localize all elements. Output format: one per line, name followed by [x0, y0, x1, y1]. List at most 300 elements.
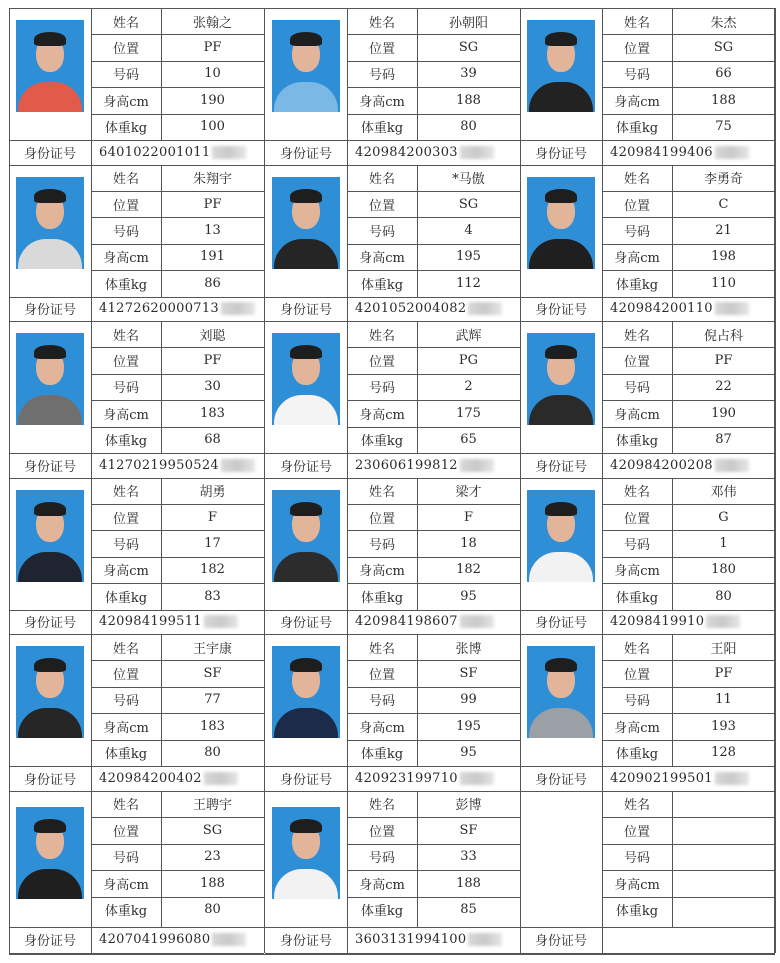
weight-field-label: 体重kg: [615, 904, 659, 920]
player-photo: [272, 20, 340, 112]
name-field-label: 姓名: [368, 485, 395, 501]
weight-field-label: 体重kg: [104, 434, 148, 450]
grid-line-horizontal: [91, 374, 264, 375]
grid-line-horizontal: [91, 114, 264, 115]
grid-line-horizontal: [602, 61, 775, 62]
name-field-label: 姓名: [623, 641, 650, 657]
id-number-value: [602, 610, 775, 635]
grid-line-horizontal: [347, 427, 520, 428]
grid-line-vertical: [672, 634, 673, 766]
id-number-label: 身份证号: [534, 459, 587, 475]
photo-cell: [265, 321, 347, 453]
grid-line-vertical: [775, 321, 776, 478]
height-field-value: 193: [711, 718, 736, 734]
grid-line-horizontal: [91, 740, 264, 741]
player-card: [9, 478, 264, 634]
grid-line-horizontal: [9, 297, 264, 298]
id-number-text: 3603131994100: [355, 932, 467, 947]
position-field-value: F: [463, 509, 474, 525]
id-number-text: 420984199511: [99, 614, 202, 630]
id-number-value: [602, 927, 775, 953]
weight-field-value: 87: [715, 432, 732, 448]
position-field-label: 位置: [368, 668, 395, 684]
redaction-mask: [460, 772, 494, 785]
weight-field-value: 68: [204, 432, 221, 448]
grid-line-vertical: [672, 165, 673, 297]
grid-line-vertical: [161, 791, 162, 927]
height-field-value: 190: [711, 405, 736, 421]
grid-line-vertical: [775, 8, 776, 165]
grid-line-horizontal: [347, 687, 520, 688]
number-field-label: 号码: [368, 68, 395, 84]
player-card: [9, 791, 264, 953]
id-number-text: 41270219950524: [99, 457, 219, 473]
number-field-value: [672, 844, 775, 871]
grid-line-horizontal: [602, 270, 775, 271]
redaction-mask: [204, 772, 238, 785]
position-field-label: 位置: [112, 668, 139, 684]
id-number-value: [347, 140, 520, 165]
player-photo: [16, 646, 84, 738]
grid-line-vertical: [775, 634, 776, 791]
height-field-value: 183: [200, 405, 225, 421]
grid-line-horizontal: [602, 530, 775, 531]
grid-line-horizontal: [91, 504, 264, 505]
grid-line-horizontal: [602, 34, 775, 35]
name-field-label: 姓名: [623, 172, 650, 188]
number-field-label: 号码: [112, 224, 139, 240]
weight-field-value: 80: [204, 902, 221, 918]
weight-field-label: 体重kg: [104, 747, 148, 763]
grid-line-horizontal: [265, 953, 520, 954]
number-field-label: 号码: [623, 68, 650, 84]
height-field-value: 180: [711, 562, 736, 578]
id-number-label: 身份证号: [23, 616, 76, 632]
grid-line-horizontal: [347, 557, 520, 558]
grid-line-horizontal: [602, 191, 775, 192]
height-field-value: 182: [456, 562, 481, 578]
grid-line-vertical: [417, 321, 418, 453]
grid-line-horizontal: [91, 244, 264, 245]
photo-cell: [9, 478, 91, 610]
grid-line-horizontal: [520, 610, 775, 611]
id-number-text: 6401022001011: [99, 144, 211, 160]
weight-field-label: 体重kg: [360, 434, 404, 450]
number-field-value: 99: [460, 692, 477, 708]
grid-line-horizontal: [91, 897, 264, 898]
number-field-label: 号码: [623, 381, 650, 397]
grid-line-horizontal: [91, 660, 264, 661]
grid-line-horizontal: [347, 870, 520, 871]
grid-line-vertical: [91, 791, 92, 953]
grid-line-horizontal: [9, 927, 264, 928]
position-field-label: 位置: [368, 42, 395, 58]
weight-field-value: [672, 897, 775, 924]
number-field-label: 号码: [623, 537, 650, 553]
height-field-value: 175: [456, 405, 481, 421]
grid-line-horizontal: [91, 34, 264, 35]
grid-line-vertical: [775, 478, 776, 635]
name-field-label: 姓名: [112, 172, 139, 188]
grid-line-horizontal: [347, 897, 520, 898]
height-field-value: 195: [456, 249, 481, 265]
number-field-label: 号码: [368, 851, 395, 867]
height-field-label: 身高cm: [614, 720, 660, 736]
id-number-label: 身份证号: [534, 303, 587, 319]
id-number-label: 身份证号: [534, 772, 587, 788]
name-field-label: 姓名: [112, 798, 139, 814]
id-number-value: [91, 140, 264, 165]
photo-cell: [9, 634, 91, 766]
name-field-value: 胡勇: [199, 485, 226, 501]
weight-field-value: 80: [204, 745, 221, 761]
grid-line-horizontal: [602, 427, 775, 428]
grid-line-horizontal: [347, 114, 520, 115]
grid-line-horizontal: [520, 297, 775, 298]
position-field-value: SF: [203, 666, 222, 682]
id-number-label: 身份证号: [23, 934, 76, 949]
position-field-value: C: [718, 196, 729, 212]
grid-line-vertical: [417, 8, 418, 140]
redaction-mask: [460, 615, 494, 628]
redaction-mask: [715, 459, 749, 472]
id-number-text: 420984200208: [610, 457, 713, 473]
photo-cell: [9, 321, 91, 453]
weight-field-label: 体重kg: [360, 121, 404, 137]
height-field-value: 188: [456, 92, 481, 108]
player-card: [9, 165, 264, 321]
id-number-value: [91, 610, 264, 635]
height-field-label: 身高cm: [103, 407, 149, 423]
position-field-value: G: [718, 509, 729, 525]
position-field-value: [672, 817, 775, 844]
grid-line-horizontal: [91, 217, 264, 218]
player-photo: [527, 20, 595, 112]
photo-cell: [9, 165, 91, 297]
number-field-value: 39: [460, 66, 477, 82]
player-photo: [16, 20, 84, 112]
grid-line-horizontal: [347, 844, 520, 845]
grid-line-horizontal: [602, 844, 775, 845]
id-number-label: 身份证号: [279, 303, 332, 319]
number-field-value: 11: [715, 692, 732, 708]
grid-line-horizontal: [347, 374, 520, 375]
id-number-value: [602, 766, 775, 791]
player-roster-sheet: [9, 8, 775, 955]
weight-field-value: 65: [460, 432, 477, 448]
id-number-text: 420984200402: [99, 770, 202, 786]
player-photo: [527, 333, 595, 425]
grid-line-horizontal: [602, 374, 775, 375]
grid-line-vertical: [417, 478, 418, 610]
position-field-label: 位置: [112, 355, 139, 371]
id-number-text: 420923199710: [355, 770, 458, 786]
name-field-value: *马傲: [452, 172, 485, 188]
weight-field-value: 80: [715, 588, 732, 604]
grid-line-horizontal: [265, 297, 520, 298]
height-field-label: 身高cm: [103, 251, 149, 267]
player-card: [265, 165, 520, 321]
grid-line-horizontal: [602, 504, 775, 505]
weight-field-value: 95: [460, 588, 477, 604]
redaction-mask: [706, 615, 740, 628]
photo-cell: [520, 8, 602, 140]
weight-field-label: 体重kg: [360, 904, 404, 920]
photo-cell: [265, 791, 347, 927]
id-number-text: 4207041996080: [99, 932, 211, 947]
player-photo: [16, 333, 84, 425]
player-photo: [272, 807, 340, 899]
height-field-value: 188: [711, 92, 736, 108]
id-number-text: 420902199501: [610, 770, 713, 786]
grid-line-horizontal: [602, 897, 775, 898]
height-field-value: 182: [200, 562, 225, 578]
grid-line-horizontal: [602, 114, 775, 115]
grid-line-horizontal: [347, 191, 520, 192]
photo-cell: [520, 791, 602, 927]
player-photo: [272, 490, 340, 582]
position-field-label: 位置: [112, 511, 139, 527]
height-field-value: 191: [200, 249, 225, 265]
grid-line-horizontal: [9, 140, 264, 141]
grid-line-horizontal: [347, 61, 520, 62]
position-field-value: SF: [459, 666, 478, 682]
weight-field-value: 110: [711, 275, 736, 291]
grid-line-vertical: [672, 321, 673, 453]
id-number-value: [347, 927, 520, 953]
grid-line-horizontal: [91, 870, 264, 871]
position-field-label: 位置: [368, 511, 395, 527]
weight-field-value: 75: [715, 119, 732, 135]
grid-line-vertical: [161, 8, 162, 140]
number-field-value: 10: [204, 66, 221, 82]
grid-line-horizontal: [347, 530, 520, 531]
position-field-label: 位置: [368, 355, 395, 371]
redaction-mask: [212, 933, 246, 946]
name-field-label: 姓名: [623, 798, 650, 814]
position-field-label: 位置: [368, 198, 395, 214]
player-card: [265, 634, 520, 790]
weight-field-label: 体重kg: [104, 590, 148, 606]
grid-line-horizontal: [9, 610, 264, 611]
position-field-value: SF: [459, 822, 478, 838]
position-field-label: 位置: [112, 198, 139, 214]
name-field-label: 姓名: [368, 15, 395, 31]
photo-cell: [265, 8, 347, 140]
number-field-label: 号码: [112, 851, 139, 867]
redaction-mask: [212, 146, 246, 159]
height-field-label: 身高cm: [103, 877, 149, 893]
redaction-mask: [204, 615, 238, 628]
name-field-label: 姓名: [368, 172, 395, 188]
player-photo: [16, 807, 84, 899]
id-number-label: 身份证号: [279, 934, 332, 949]
height-field-label: 身高cm: [103, 720, 149, 736]
grid-line-horizontal: [347, 270, 520, 271]
redaction-mask: [221, 302, 255, 315]
weight-field-label: 体重kg: [104, 121, 148, 137]
grid-line-horizontal: [520, 140, 775, 141]
id-number-value: [91, 453, 264, 478]
grid-line-horizontal: [91, 817, 264, 818]
grid-line-horizontal: [91, 61, 264, 62]
player-card: [9, 634, 264, 790]
id-number-label: 身份证号: [23, 146, 76, 162]
position-field-value: SG: [202, 822, 223, 838]
position-field-value: SG: [458, 40, 479, 56]
grid-line-horizontal: [265, 610, 520, 611]
id-number-value: [91, 766, 264, 791]
player-card: [265, 321, 520, 477]
photo-cell: [265, 634, 347, 766]
grid-line-horizontal: [602, 817, 775, 818]
position-field-label: 位置: [623, 42, 650, 58]
number-field-value: 30: [204, 379, 221, 395]
grid-line-horizontal: [9, 953, 264, 954]
position-field-label: 位置: [623, 511, 650, 527]
number-field-label: 号码: [368, 537, 395, 553]
position-field-label: 位置: [623, 355, 650, 371]
photo-cell: [9, 8, 91, 140]
height-field-label: 身高cm: [359, 94, 405, 110]
id-number-value: [602, 140, 775, 165]
name-field-value: 朱杰: [710, 15, 737, 31]
grid-line-vertical: [161, 321, 162, 453]
name-field-value: 邓伟: [710, 485, 737, 501]
grid-line-horizontal: [91, 530, 264, 531]
name-field-label: 姓名: [112, 328, 139, 344]
photo-cell: [520, 478, 602, 610]
player-photo: [16, 177, 84, 269]
weight-field-value: 95: [460, 745, 477, 761]
name-field-label: 姓名: [368, 328, 395, 344]
player-photo: [527, 490, 595, 582]
weight-field-label: 体重kg: [360, 590, 404, 606]
player-photo: [272, 333, 340, 425]
height-field-label: 身高cm: [614, 564, 660, 580]
grid-line-horizontal: [91, 427, 264, 428]
grid-line-vertical: [672, 478, 673, 610]
photo-cell: [9, 791, 91, 927]
number-field-value: 77: [204, 692, 221, 708]
player-card: [520, 8, 775, 164]
grid-line-horizontal: [9, 766, 264, 767]
grid-line-horizontal: [520, 927, 775, 928]
weight-field-label: 体重kg: [104, 904, 148, 920]
position-field-label: 位置: [623, 668, 650, 684]
grid-line-horizontal: [91, 844, 264, 845]
position-field-value: PF: [714, 666, 733, 682]
id-number-label: 身份证号: [279, 146, 332, 162]
position-field-label: 位置: [112, 824, 139, 840]
height-field-value: 195: [456, 718, 481, 734]
id-number-label: 身份证号: [534, 616, 587, 632]
grid-line-horizontal: [602, 347, 775, 348]
grid-line-horizontal: [347, 660, 520, 661]
grid-line-horizontal: [602, 583, 775, 584]
weight-field-value: 86: [204, 275, 221, 291]
grid-line-vertical: [417, 791, 418, 927]
id-number-value: [602, 453, 775, 478]
weight-field-label: 体重kg: [615, 590, 659, 606]
id-number-text: 420984199406: [610, 144, 713, 160]
grid-line-horizontal: [602, 400, 775, 401]
redaction-mask: [468, 933, 502, 946]
grid-line-horizontal: [347, 217, 520, 218]
id-number-label: 身份证号: [534, 934, 587, 949]
height-field-value: [672, 870, 775, 897]
name-field-value: 彭博: [455, 798, 482, 814]
player-card: [9, 321, 264, 477]
height-field-label: 身高cm: [359, 720, 405, 736]
grid-line-horizontal: [91, 270, 264, 271]
height-field-label: 身高cm: [359, 564, 405, 580]
id-number-text: 420984200303: [355, 144, 458, 160]
height-field-label: 身高cm: [359, 251, 405, 267]
position-field-value: PF: [203, 196, 222, 212]
grid-line-vertical: [775, 165, 776, 322]
grid-line-vertical: [161, 478, 162, 610]
weight-field-label: 体重kg: [360, 747, 404, 763]
id-number-value: [602, 297, 775, 322]
grid-line-vertical: [672, 8, 673, 140]
height-field-label: 身高cm: [359, 407, 405, 423]
grid-line-horizontal: [347, 87, 520, 88]
id-number-text: 420984200110: [610, 301, 713, 317]
number-field-label: 号码: [112, 694, 139, 710]
player-card: [9, 8, 264, 164]
height-field-value: 188: [200, 875, 225, 891]
height-field-label: 身高cm: [614, 407, 660, 423]
grid-line-horizontal: [265, 766, 520, 767]
grid-line-horizontal: [602, 740, 775, 741]
id-number-label: 身份证号: [23, 459, 76, 475]
position-field-value: PF: [203, 353, 222, 369]
weight-field-value: 85: [460, 902, 477, 918]
name-field-label: 姓名: [368, 798, 395, 814]
grid-line-vertical: [347, 791, 348, 953]
weight-field-label: 体重kg: [615, 434, 659, 450]
redaction-mask: [715, 146, 749, 159]
id-number-label: 身份证号: [279, 772, 332, 788]
grid-line-horizontal: [602, 870, 775, 871]
grid-line-horizontal: [347, 34, 520, 35]
height-field-value: 183: [200, 718, 225, 734]
grid-line-horizontal: [602, 217, 775, 218]
number-field-value: 18: [460, 535, 477, 551]
position-field-label: 位置: [112, 42, 139, 58]
grid-line-horizontal: [347, 244, 520, 245]
name-field-value: 张博: [455, 641, 482, 657]
position-field-value: PF: [714, 353, 733, 369]
redaction-mask: [460, 459, 494, 472]
height-field-value: 198: [711, 249, 736, 265]
number-field-value: 21: [715, 222, 732, 238]
name-field-value: 武辉: [455, 328, 482, 344]
grid-line-horizontal: [602, 87, 775, 88]
weight-field-value: 83: [204, 588, 221, 604]
grid-line-horizontal: [9, 453, 264, 454]
id-number-value: [347, 610, 520, 635]
player-card: [520, 321, 775, 477]
number-field-label: 号码: [623, 224, 650, 240]
player-card: [520, 478, 775, 634]
grid-line-horizontal: [347, 400, 520, 401]
player-photo: [527, 177, 595, 269]
grid-line-horizontal: [347, 347, 520, 348]
name-field-label: 姓名: [623, 485, 650, 501]
id-number-label: 身份证号: [23, 772, 76, 788]
